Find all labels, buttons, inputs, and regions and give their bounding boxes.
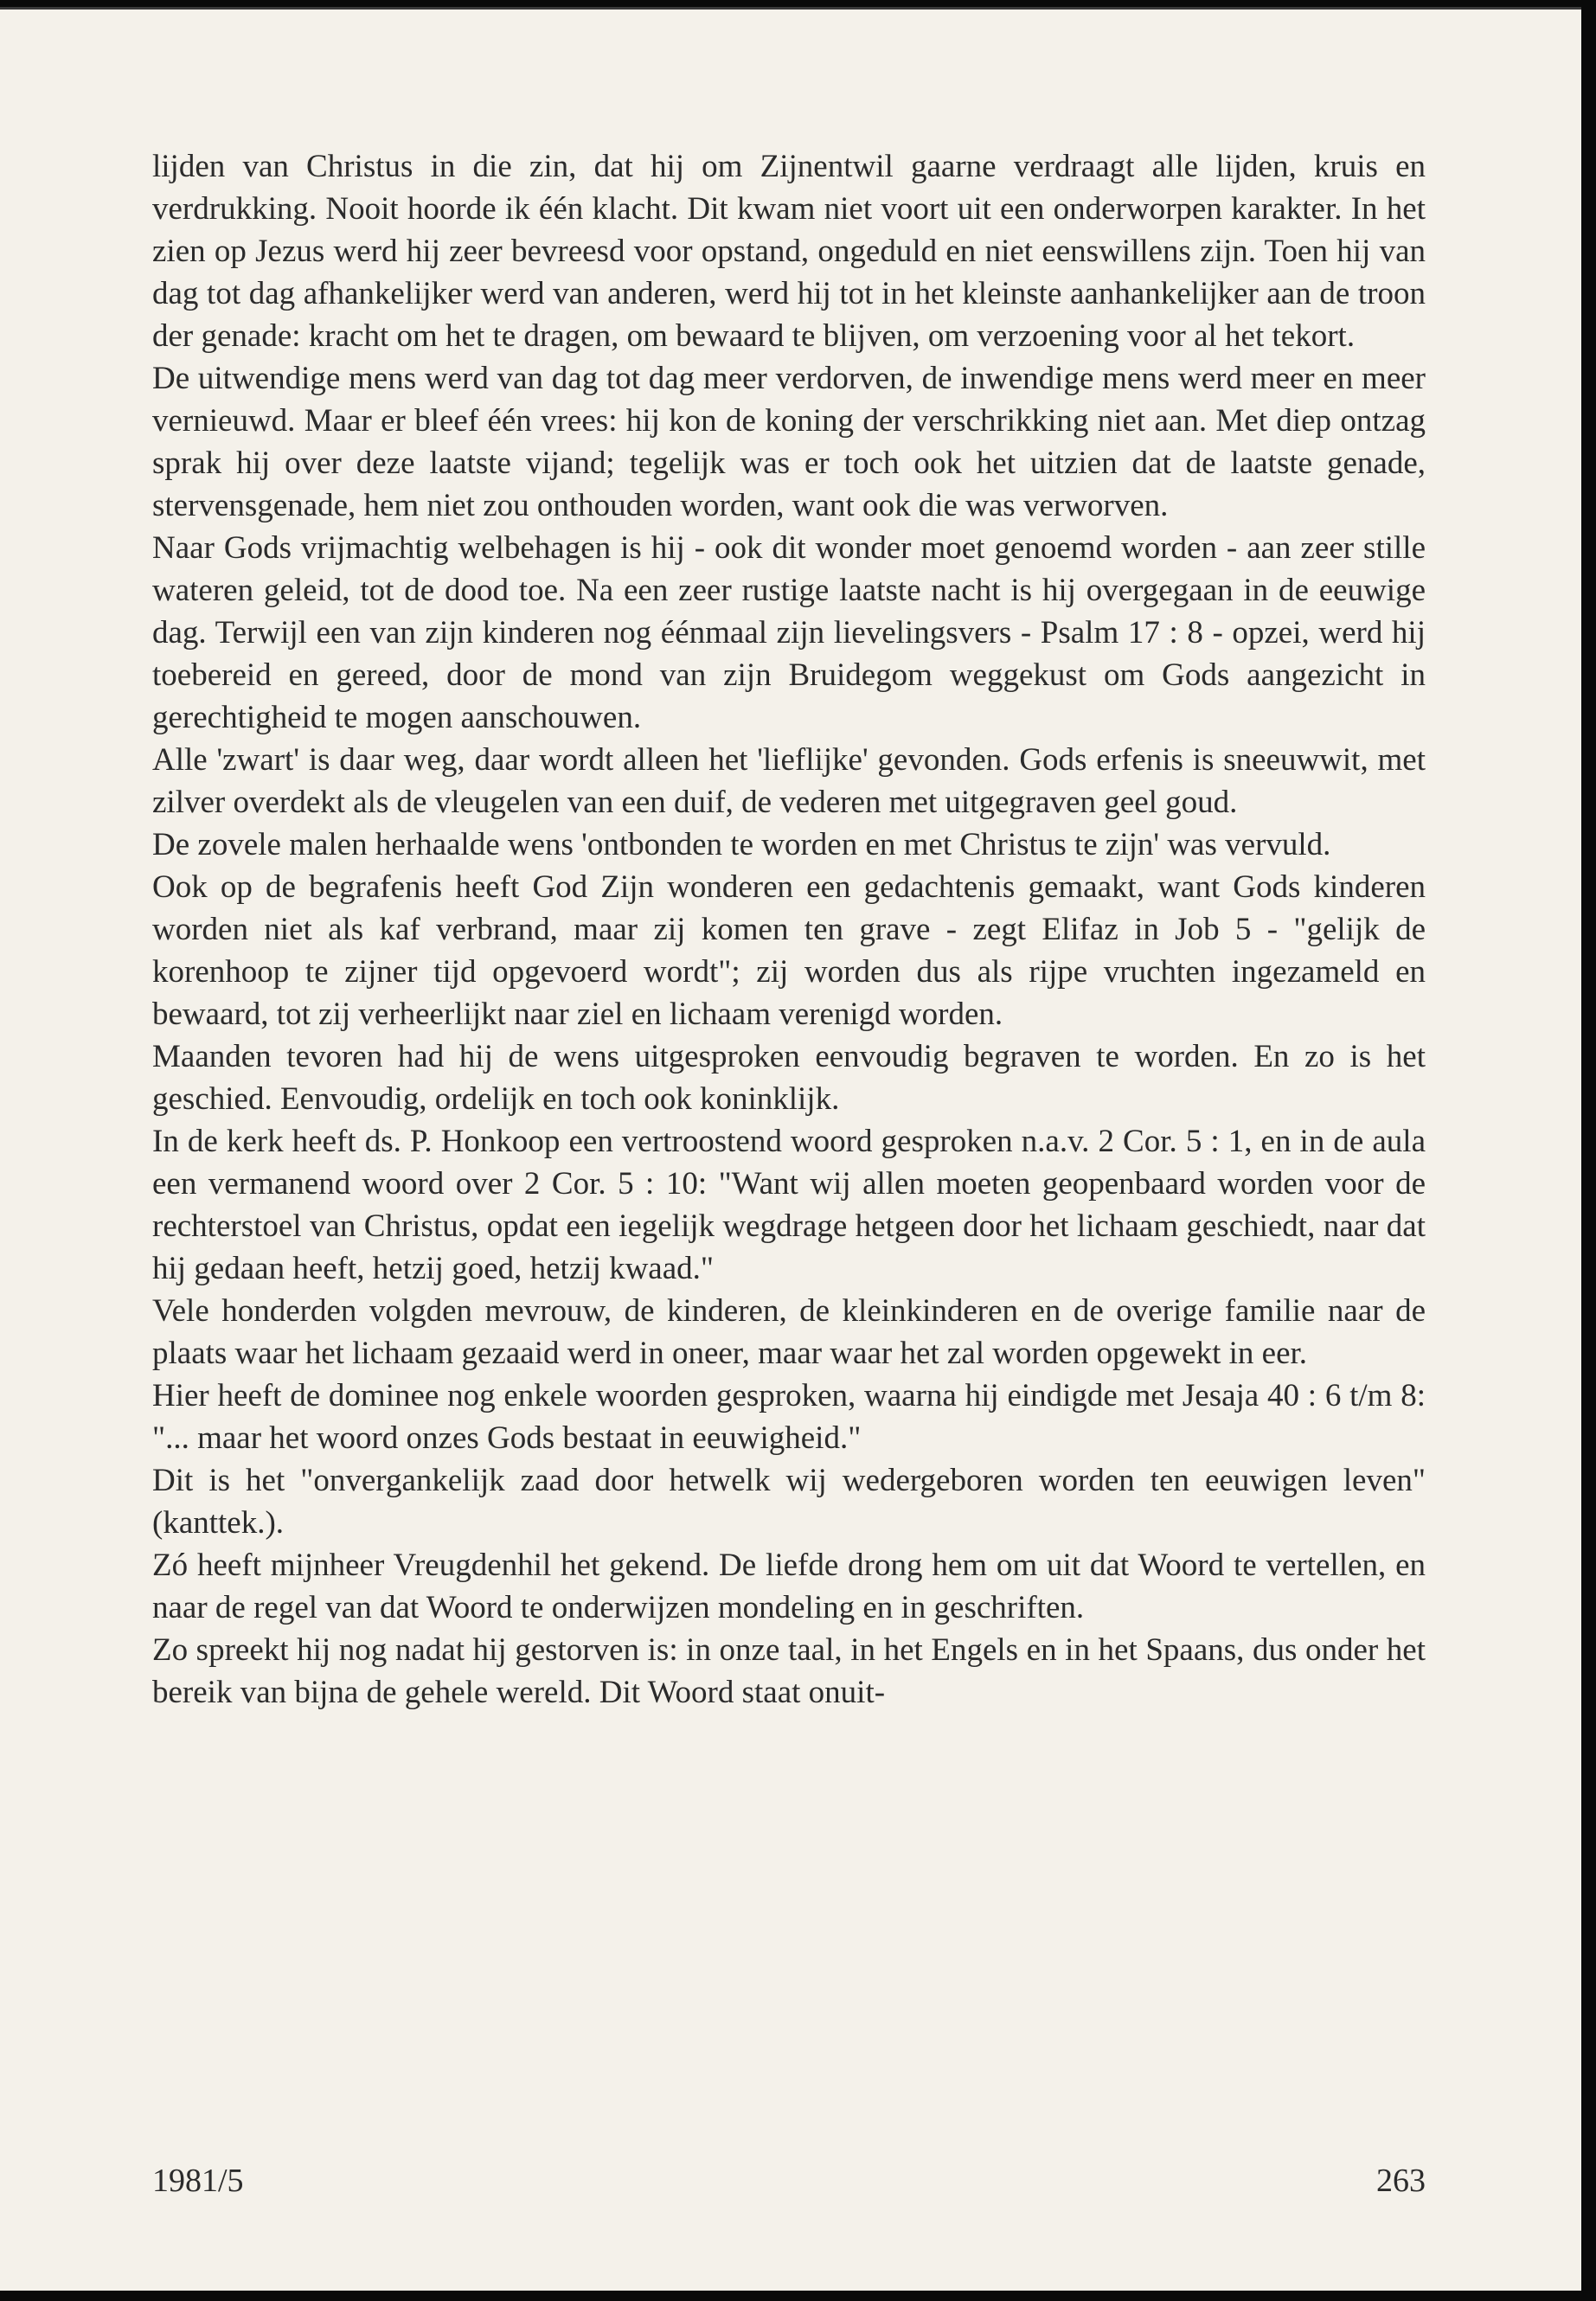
document-page [0, 7, 1581, 2291]
page-number: 263 [1376, 2163, 1426, 2199]
paragraph: Ook op de begrafenis heeft God Zijn wonderen een gedachtenis gemaakt, want Gods kinderen worden niet als kaf verbrand, maar zij komen ten grave - zegt Elifaz in Job 5 - "gelijk de korenhoop te zijner tijd opgevoerd wordt"; zij worden dus als rijpe vruchten ingezameld en bewaard, tot zij verheerlijkt naar ziel en lichaam verenigd worden. [152, 869, 1426, 1032]
issue-number: 1981/5 [152, 2163, 244, 2199]
paragraph: In de kerk heeft ds. P. Honkoop een vertroostend woord gesproken n.a.v. 2 Cor. 5 : 1, en in de aula een vermanend woord over 2 Cor. 5 : 10: "Want wij allen moeten geopenbaard worden voor de rechterstoel van Christus, opdat een iegelijk wegdrage hetgeen door het lichaam geschiedt, naar dat hij gedaan heeft, hetzij goed, hetzij kwaad." [152, 1124, 1426, 1286]
paragraph: Hier heeft de dominee nog enkele woorden gesproken, waarna hij eindigde met Jesaja 40 : 6 t/m 8: "... maar het woord onzes Gods bestaat in eeuwigheid." [152, 1378, 1426, 1456]
paragraph: Zó heeft mijnheer Vreugdenhil het gekend. De liefde drong hem om uit dat Woord te vertellen, en naar de regel van dat Woord te onderwijzen mondeling en in geschriften. [152, 1548, 1426, 1625]
paragraph: Maanden tevoren had hij de wens uitgesproken eenvoudig begraven te worden. En zo is het geschied. Eenvoudig, ordelijk en toch ook koninklijk. [152, 1039, 1426, 1117]
paragraph: De zovele malen herhaalde wens 'ontbonden te worden en met Christus te zijn' was vervuld. [152, 827, 1331, 862]
paragraph: Naar Gods vrijmachtig welbehagen is hij - ook dit wonder moet genoemd worden - aan zeer stille wateren geleid, tot de dood toe. Na een zeer rustige laatste nacht is hij overgegaan in de eeuwige dag. Terwijl een van zijn kinderen nog éénmaal zijn lievelingsvers - Psalm 17 : 8 - opzei, werd hij toebereid en gereed, door de mond van zijn Bruidegom weggekust om Gods aangezicht in gerechtigheid te mogen aanschouwen. [152, 530, 1426, 735]
paragraph: De uitwendige mens werd van dag tot dag meer verdorven, de inwendige mens werd meer en meer vernieuwd. Maar er bleef één vrees: hij kon de koning der verschrikking niet aan. Met diep ontzag sprak hij over deze laatste vijand; tegelijk was er toch ook het uitzien dat de laatste genade, stervensgenade, hem niet zou onthouden worden, want ook die was verworven. [152, 361, 1426, 523]
paragraph: Zo spreekt hij nog nadat hij gestorven is: in onze taal, in het Engels en in het Spaans, dus onder het bereik van bijna de gehele wereld. Dit Woord staat onuit- [152, 1632, 1426, 1710]
paragraph: Alle 'zwart' is daar weg, daar wordt alleen het 'lieflijke' gevonden. Gods erfenis is sneeuwwit, met zilver overdekt als de vleugelen van een duif, de vederen met uitgegraven geel goud. [152, 742, 1426, 820]
page-footer [152, 2159, 1426, 2202]
paragraph: Vele honderden volgden mevrouw, de kinderen, de kleinkinderen en de overige familie naar de plaats waar het lichaam gezaaid werd in oneer, maar waar het zal worden opgewekt in eer. [152, 1293, 1426, 1371]
paragraph: Dit is het "onvergankelijk zaad door hetwelk wij wedergeboren worden ten eeuwigen leven" (kanttek.). [152, 1463, 1426, 1541]
body-text [152, 145, 1426, 1714]
paragraph: lijden van Christus in die zin, dat hij om Zijnentwil gaarne verdraagt alle lijden, kruis en verdrukking. Nooit hoorde ik één klacht. Dit kwam niet voort uit een onderworpen karakter. In het zien op Jezus werd hij zeer bevreesd voor opstand, ongeduld en niet eenswillens zijn. Toen hij van dag tot dag afhankelijker werd van anderen, werd hij tot in het kleinste aanhankelijker aan de troon der genade: kracht om het te dragen, om bewaard te blijven, om verzoening voor al het tekort. [152, 149, 1426, 354]
